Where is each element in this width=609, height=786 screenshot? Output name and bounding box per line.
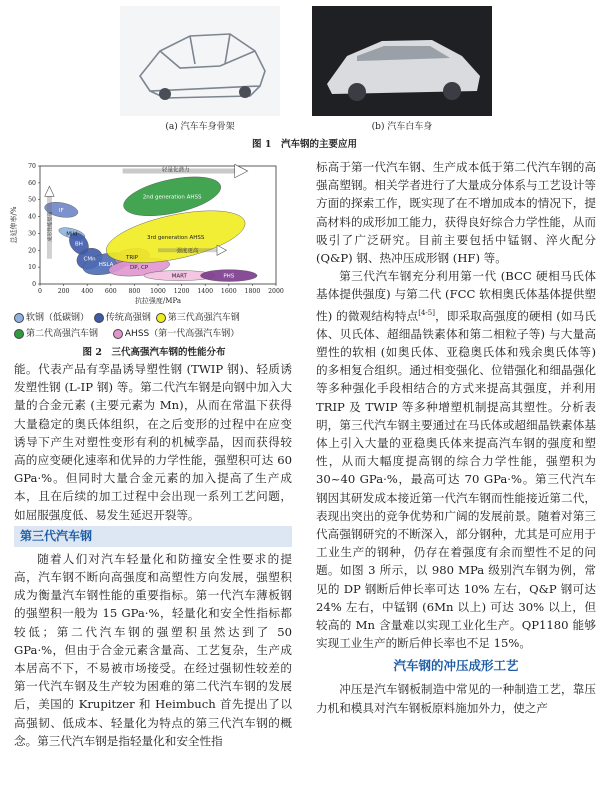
fig2-title: 图 2 三代高强汽车钢的性能分布 — [82, 347, 226, 358]
right-paragraph-1: 标高于第一代汽车钢、生产成本低于第二代汽车钢的高强高塑钢。相关学者进行了大量成分体系与工艺设计等方面的探索工作，既实现了在不增加成本的情况下，提高材料的成形加工能力，获得良好综合力学性能，从而吸引了广泛研究。目前主要包括中锰钢、淬火配分 (Q&P) 钢、热冲压成形钢 (HF) 等。 — [316, 160, 596, 266]
x-tick-label: 1800 — [244, 288, 261, 295]
region-label-3rd-generation-ahss: 3rd generation AHSS — [146, 234, 205, 241]
legend-conventional: 传统高强钢 — [94, 313, 151, 323]
x-tick-label: 400 — [81, 288, 94, 295]
y-tick-label: 10 — [28, 264, 36, 272]
right-paragraph-2: 第三代汽车钢充分利用第一代 (BCC 硬相马氏体基体提供强度) 与第二代 (FCC 软相奥氏体基体提供塑性) 的微观结构特点[4-5]，即采取高强度的硬相 (如马氏体、贝氏体、超细晶铁素体和第二相粒子等) 与大量高塑性的软相 (如奥氏体、亚稳奥氏体和残余奥氏体等) 的多相复合组织。通过相变强化、位错强化和细晶强化等多种强化手段相结合的方式来提高其强度，并利用 TRIP 及 TWIP 等多种增塑机制提高其塑性。分析表明，第三代汽车钢主要通过在马氏体或超细晶铁素体基体上引入大量的亚稳奥氏体来提高汽车钢的强度和塑性，从而大幅度提高钢的综合力学性能，强塑积为 30~40 GPa·%，最高可达 70 GPa·%。第三代汽车钢因其研发成本接近第一代汽车钢而性能接近第二代，表现出突出的竞争优势和广阔的发展前景。随着对第三代高强钢研究的不断深入，部分钢种，尤其是可应用于工业生产的钢种，仍存在着强度有余而塑性不足的问题。如图 3 所示，以 980 MPa 级别汽车钢为例，常见的 DP 钢断后伸长率可达 10% 左右，Q&P 钢可达 24% 左右，中锰钢 (6Mn 以上) 可达 30% 以上，但较高的 Mn 含量难以实现工业化生产。QP1180 能够实现工业生产的断后伸长率也不足 15%。 — [316, 269, 596, 651]
citation-4-5: [4-5] — [418, 308, 435, 317]
x-tick-label: 1400 — [197, 288, 214, 295]
mid-arrow-label: 强度更高 — [176, 248, 199, 255]
left-paragraph-2: 随着人们对汽车轻量化和防撞安全性要求的提高，汽车钢不断向高强度和高塑性方向发展，强塑积成为衡量汽车钢性能的重要指标。第一代汽车薄板钢的强塑积一般为 15 GPa·%，轻量化和安全性指标都较低；第二代汽车钢的强塑积虽然达到了 50 GPa·%，但由于合金元素含量高、工艺复杂，生产成本居高不下，不易被市场接受。在经过强韧性较差的第一代汽车钢及生产较为困难的第二代汽车钢的发展后，美国的 Krupitzer 和 Heimbuch 首先提出了以高强韧、低成本、轻量化为特点的第三代汽车钢的概念。第三代汽车钢是指轻量化和安全性指 — [14, 551, 292, 748]
legend-soft: 软钢（低碳钢） — [14, 313, 89, 323]
right-paragraph-3: 冲压是汽车钢板制造中常见的一种制造工艺，靠压力机和模具对汽车钢板原料施加外力，使之产 — [316, 682, 596, 715]
fig1-caption-a: (a) 汽车车身骨架 — [165, 122, 235, 132]
x-tick-label: 0 — [38, 288, 42, 295]
left-column — [14, 360, 292, 750]
fig1-caption-b: (b) 汽车白车身 — [371, 122, 433, 132]
section-stamping-process: 汽车钢的冲压成形工艺 — [393, 658, 519, 674]
region-label-mart: MART — [171, 273, 187, 280]
left-paragraph-1: 能。代表产品有孪晶诱导塑性钢 (TWIP 钢)、轻质诱发塑性钢 (L-IP 钢) 等。第二代汽车钢是向钢中加入大量的合金元素 (主要元素为 Mn)，从而在常温下获得大量稳定的奥氏体组织，在之后变形的过程中在应变诱导下产生对塑性变形有利的机械孪晶，因而获得较高的应变硬化速率和优异的力学性能，强塑积可达 60 GPa·%。但同时大量合金元素的加入提高了生产成本，且在后续的加工过程中会出现一系列工艺问题，如屈服强度低、易发生延迟开裂等。 — [14, 362, 292, 522]
section-third-gen-steel: 第三代汽车钢 — [14, 526, 292, 547]
x-tick-label: 2000 — [268, 288, 284, 295]
region-label-if: IF — [58, 207, 64, 214]
car-body-frame-photo — [120, 6, 280, 116]
region-label-trip: TRIP — [125, 255, 139, 262]
legend-ahss: AHSS（第一代高强汽车钢） — [113, 329, 239, 339]
x-tick-label: 1200 — [173, 288, 190, 295]
region-label-cmn: CMn — [83, 256, 96, 263]
x-tick-label: 800 — [128, 288, 141, 295]
car-white-body-illustration — [312, 6, 492, 116]
left-arrow-label: 成形性能提高 — [47, 211, 54, 242]
car-frame-illustration — [120, 6, 280, 116]
x-tick-label: 600 — [104, 288, 117, 295]
region-label-2nd-generation-ahss: 2nd generation AHSS — [142, 194, 202, 201]
y-tick-label: 30 — [28, 230, 36, 238]
car-white-body-photo — [312, 6, 492, 116]
x-tick-label: 1000 — [150, 288, 166, 295]
region-label-hsla: HSLA — [98, 261, 114, 268]
region-label-phs: PHS — [223, 273, 235, 280]
top-arrow-label: 轻量化潜力 — [161, 167, 190, 174]
steel-performance-chart — [6, 158, 296, 310]
legend-second-gen: 第二代高强汽车钢 — [14, 329, 98, 339]
region-label-bh: BH — [74, 241, 83, 248]
y-tick-label: 50 — [28, 196, 36, 204]
y-axis-label: 总延伸率/% — [10, 206, 18, 244]
x-tick-label: 200 — [57, 288, 70, 295]
y-tick-label: 0 — [32, 281, 36, 288]
y-tick-label: 60 — [28, 179, 36, 187]
y-tick-label: 20 — [28, 247, 36, 255]
y-tick-label: 70 — [28, 163, 36, 170]
x-tick-label: 1600 — [220, 288, 237, 295]
fig1-title: 图 1 汽车钢的主要应用 — [252, 139, 357, 150]
region-label-dp-cp: DP, CP — [130, 265, 149, 272]
region-label-mild: Mild — [66, 231, 78, 238]
y-tick-label: 40 — [28, 213, 36, 221]
fig2-legend — [14, 310, 294, 339]
x-axis-label: 抗拉强度/MPa — [134, 297, 182, 305]
legend-third-gen: 第三代高强汽车钢 — [156, 313, 240, 323]
right-column — [316, 158, 596, 717]
